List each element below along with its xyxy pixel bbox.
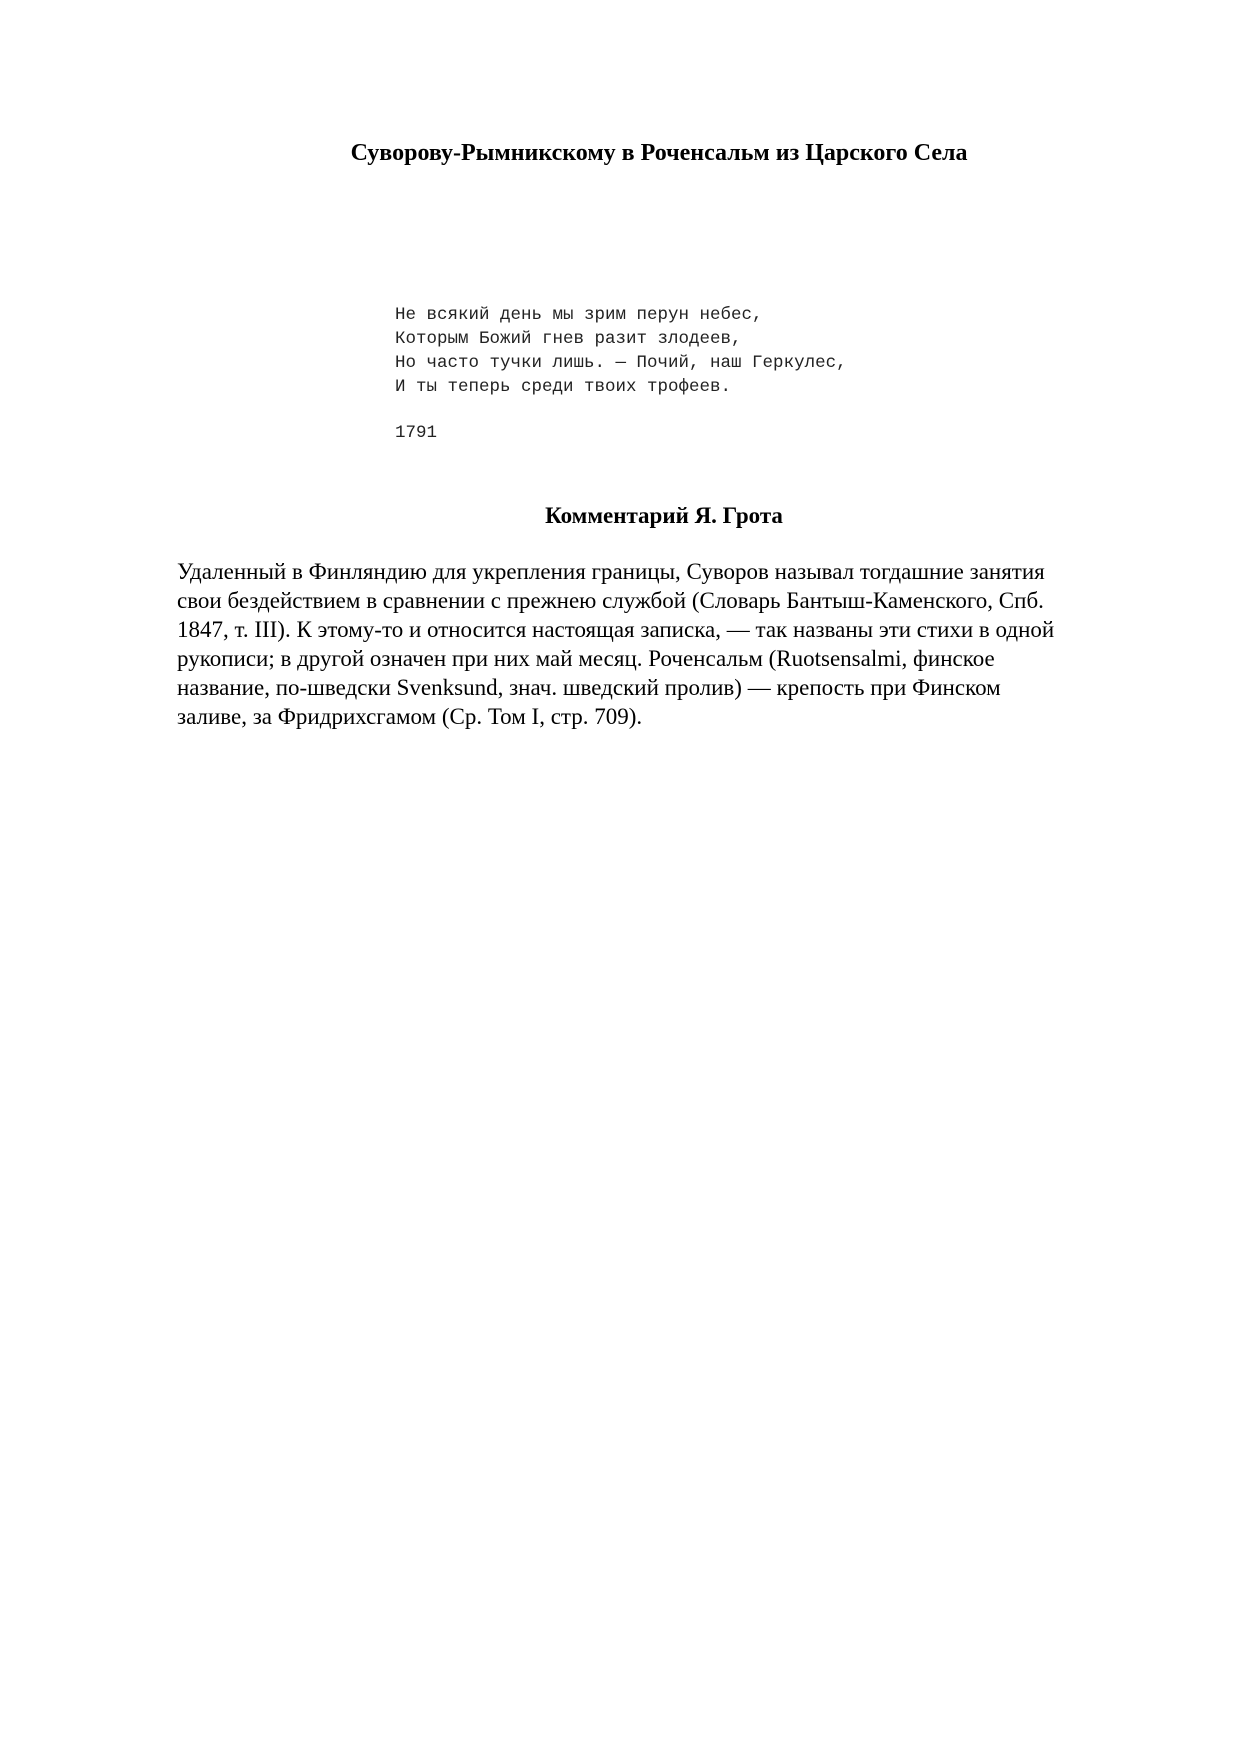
poem-line: И ты теперь среди твоих трофеев. [395, 377, 732, 397]
commentary-line: свои бездействием в сравнении с прежнею службой (Словарь Бантыш-Каменского, Спб. [177, 588, 1044, 613]
poem-line: Не всякий день мы зрим перун небес, [395, 305, 763, 325]
commentary-paragraph [177, 557, 1137, 731]
commentary-line: рукописи; в другой означен при них май месяц. Роченсальм (Ruotsensalmi, финское [177, 646, 995, 671]
page-title: Суворову-Рымникскому в Роченсальм из Царского Села [350, 140, 968, 166]
poem-block [395, 303, 1095, 399]
commentary-line: заливе, за Фридрихсгамом (Ср. Том I, стр. 709). [177, 704, 643, 729]
poem-line: Но часто тучки лишь. — Почий, наш Геркулес, [395, 353, 847, 373]
commentary-line: название, по-шведски Svenksund, знач. шведский пролив) — крепость при Финском [177, 675, 1001, 700]
commentary-heading: Комментарий Я. Грота [545, 503, 783, 528]
commentary-line: Удаленный в Финляндию для укрепления границы, Суворов называл тогдашние занятия [177, 559, 1045, 584]
poem-line: Которым Божий гнев разит злодеев, [395, 329, 742, 349]
poem-year: 1791 [395, 423, 438, 443]
commentary-line: 1847, т. III). К этому-то и относится настоящая записка, — так названы эти стихи в одной [177, 617, 1055, 642]
